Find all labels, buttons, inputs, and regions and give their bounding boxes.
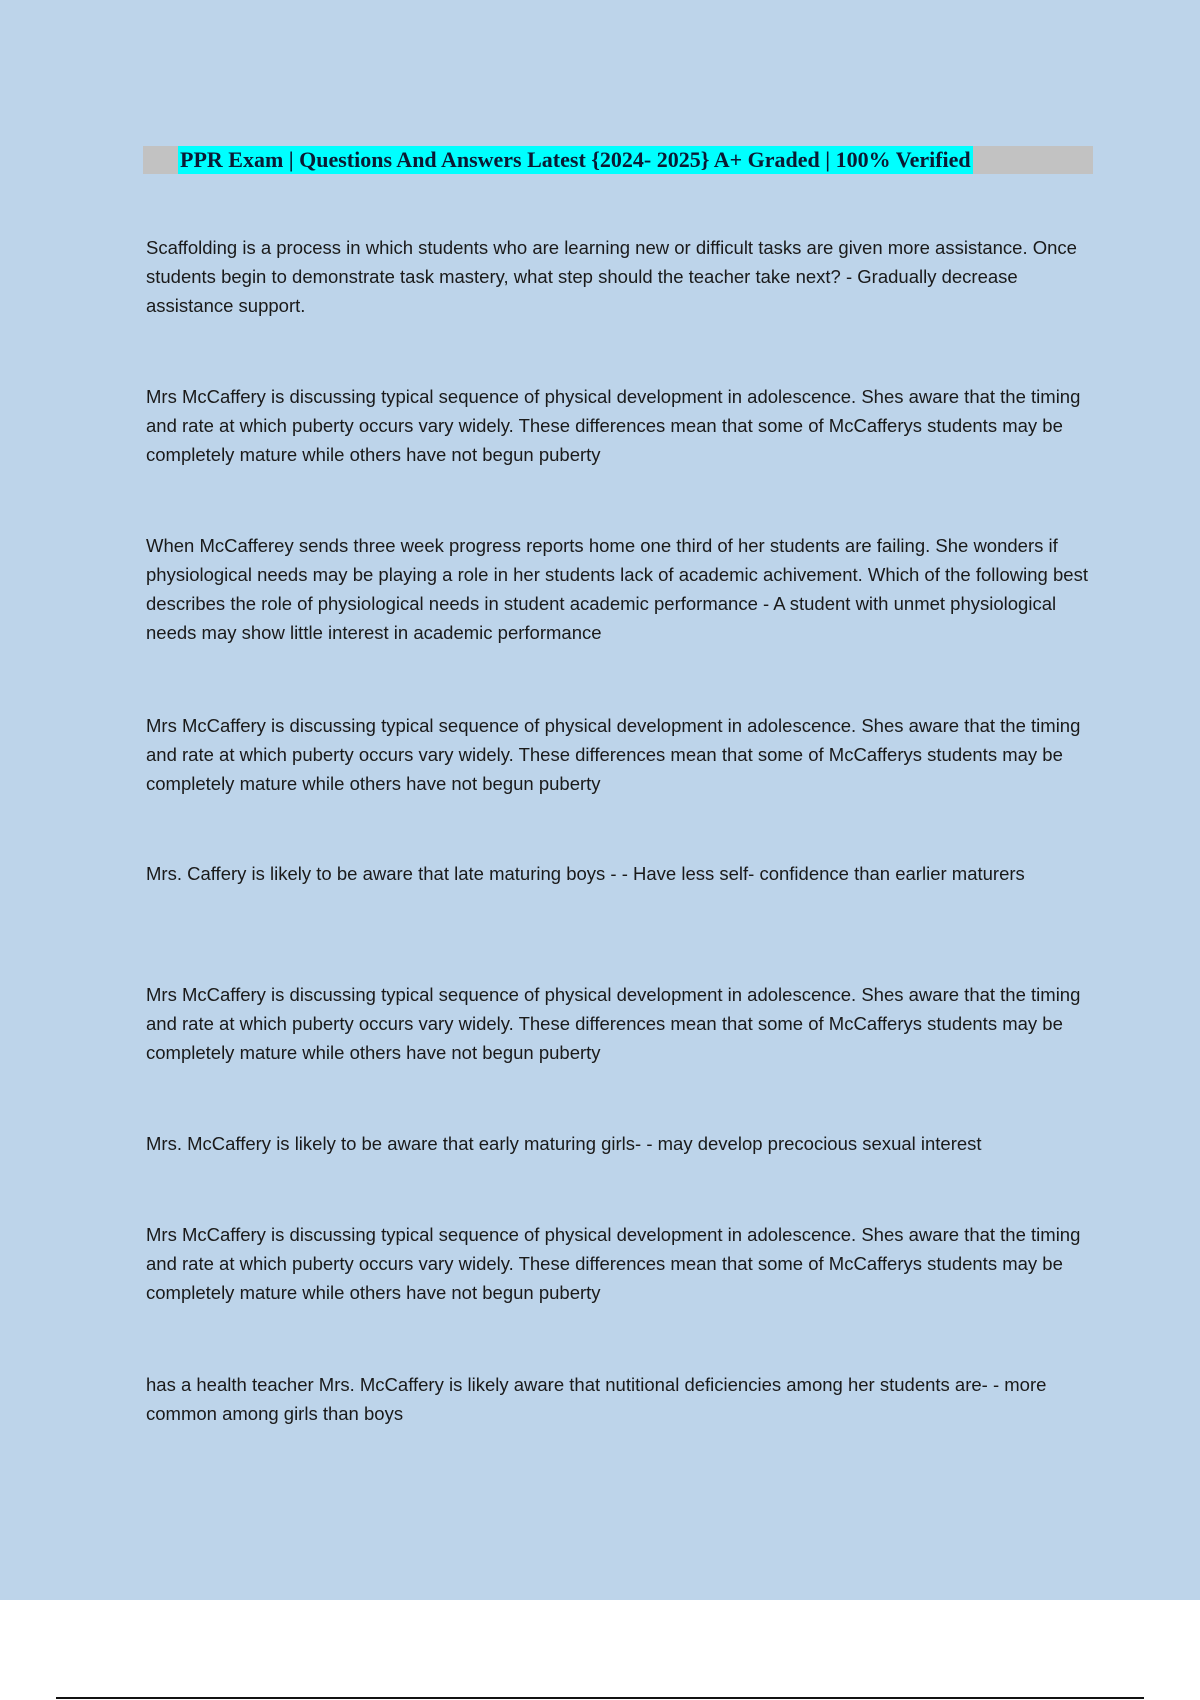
qa-item-4: Mrs McCaffery is discussing typical sequence of physical development in adolescence. Shes aware that the timing and rate at which puberty occurs vary widely. These differences mean that some of McCafferys students may be completely mature while others have not begun puberty — [146, 715, 1081, 794]
qa-item-9: has a health teacher Mrs. McCaffery is likely aware that nutitional deficiencies among her students are- - more common among girls than boys — [146, 1374, 1047, 1424]
document-title: PPR Exam | Questions And Answers Latest {2024- 2025} A+ Graded | 100% Verified — [180, 147, 971, 172]
qa-item-5: Mrs. Caffery is likely to be aware that late maturing boys - - Have less self- confidence than earlier maturers — [146, 863, 1025, 884]
qa-item-1: Scaffolding is a process in which students who are learning new or difficult tasks are given more assistance. Once students begin to demonstrate task mastery, what step should the teacher take next? - Gradually decrease assistance support. — [146, 237, 1077, 316]
qa-item-8: Mrs McCaffery is discussing typical sequence of physical development in adolescence. Shes aware that the timing and rate at which puberty occurs vary widely. These differences mean that some of McCafferys students may be completely mature while others have not begun puberty — [146, 1224, 1081, 1303]
qa-item-2: Mrs McCaffery is discussing typical sequence of physical development in adolescence. Shes aware that the timing and rate at which puberty occurs vary widely. These differences mean that some of McCafferys students may be completely mature while others have not begun puberty — [146, 386, 1081, 465]
qa-item-7: Mrs. McCaffery is likely to be aware that early maturing girls- - may develop precocious sexual interest — [146, 1133, 982, 1154]
footer-divider — [56, 1697, 1144, 1699]
qa-item-6: Mrs McCaffery is discussing typical sequence of physical development in adolescence. Shes aware that the timing and rate at which puberty occurs vary widely. These differences mean that some of McCafferys students may be completely mature while others have not begun puberty — [146, 984, 1081, 1063]
qa-item-3: When McCafferey sends three week progress reports home one third of her students are failing. She wonders if physiological needs may be playing a role in her students lack of academic achivement. Which of the following best describes the role of physiological needs in student academic performance - A student with unmet physiological needs may show little interest in academic performance — [146, 535, 1088, 643]
